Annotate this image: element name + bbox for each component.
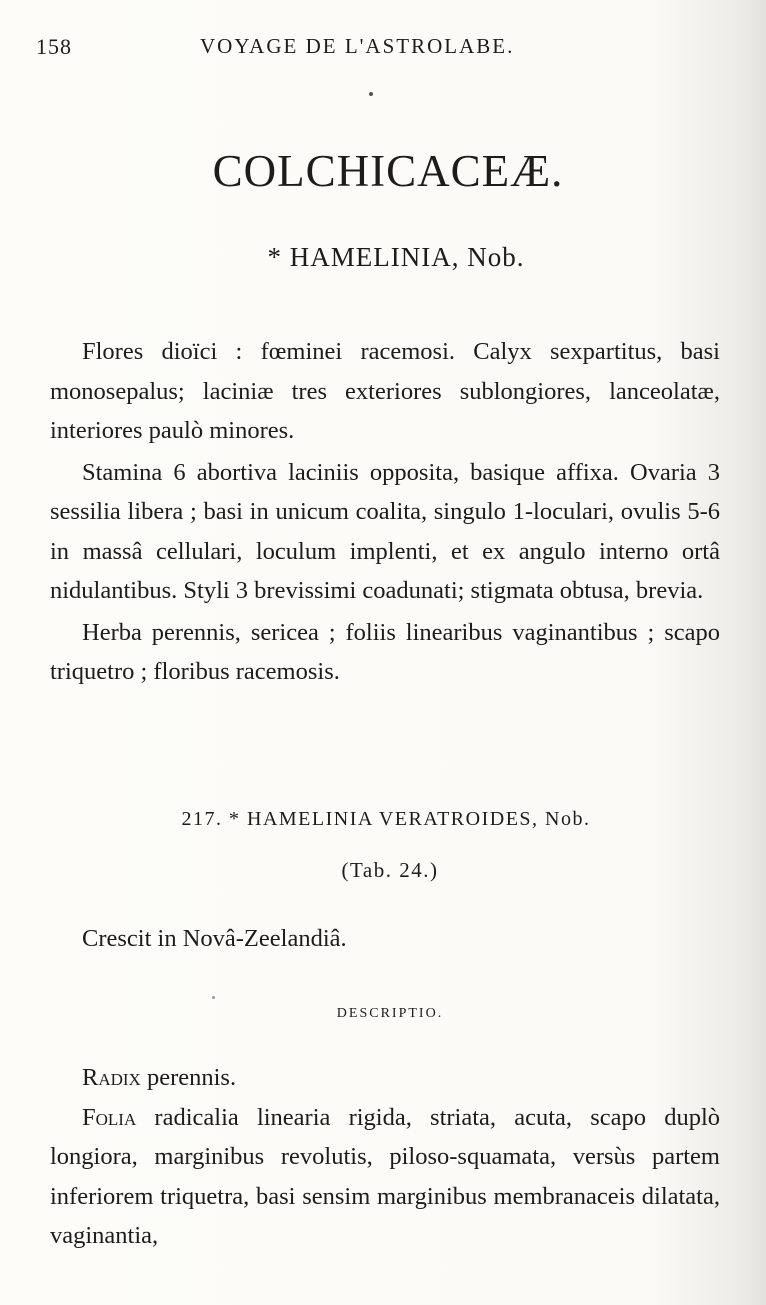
running-title: VOYAGE DE L'ASTROLABE.: [200, 34, 515, 58]
folia-label: Folia: [82, 1103, 137, 1131]
page-number: 158: [36, 34, 72, 59]
print-speck: [212, 996, 215, 999]
running-head: [36, 34, 596, 64]
description-paragraph: Flores dioïci : fœminei racemosi. Calyx sexpartitus, basi monosepalus; laciniæ tres exteriores sublongiores, lanceolatæ, interiores paulò minores.: [50, 338, 720, 444]
radix-text: perennis.: [140, 1064, 237, 1091]
plate-reference: (Tab. 24.): [341, 858, 439, 882]
folia-paragraph: [50, 1098, 720, 1256]
family-title: COLCHICACEÆ.: [212, 146, 564, 196]
print-speck: [369, 92, 373, 96]
section-heading: DESCRIPTIO.: [336, 1006, 444, 1021]
locality-text: Crescit in Novâ-Zeelandiâ.: [82, 925, 347, 952]
genus-description: [50, 332, 720, 692]
description-paragraph: Herba perennis, sericea ; foliis linearibus vaginantibus ; scapo triquetro ; floribus racemosis.: [50, 618, 720, 685]
species-heading: 217. * HAMELINIA VERATROIDES, Nob.: [181, 808, 591, 830]
genus-title: * HAMELINIA, Nob.: [267, 242, 525, 272]
species-description: [50, 1058, 720, 1256]
radix-paragraph: [50, 1058, 720, 1098]
radix-label: Radix: [82, 1064, 141, 1091]
description-paragraph: Stamina 6 abortiva laciniis opposita, basique affixa. Ovaria 3 sessilia libera ; basi in unicum coalita, singulo 1-loculari, ovulis 5-6 in massâ cellulari, loculum implenti, et ex angulo interno ortâ nidulantibus. Styli 3 brevissimi coadunati; stigmata obtusa, brevia.: [50, 458, 720, 604]
folia-text: radicalia linearia rigida, striata, acuta, scapo duplò longiora, marginibus revolutis, piloso-squamata, versùs partem inferiorem triquetra, basi sensim marginibus membranaceis dilatata, vaginantia,: [50, 1103, 720, 1249]
